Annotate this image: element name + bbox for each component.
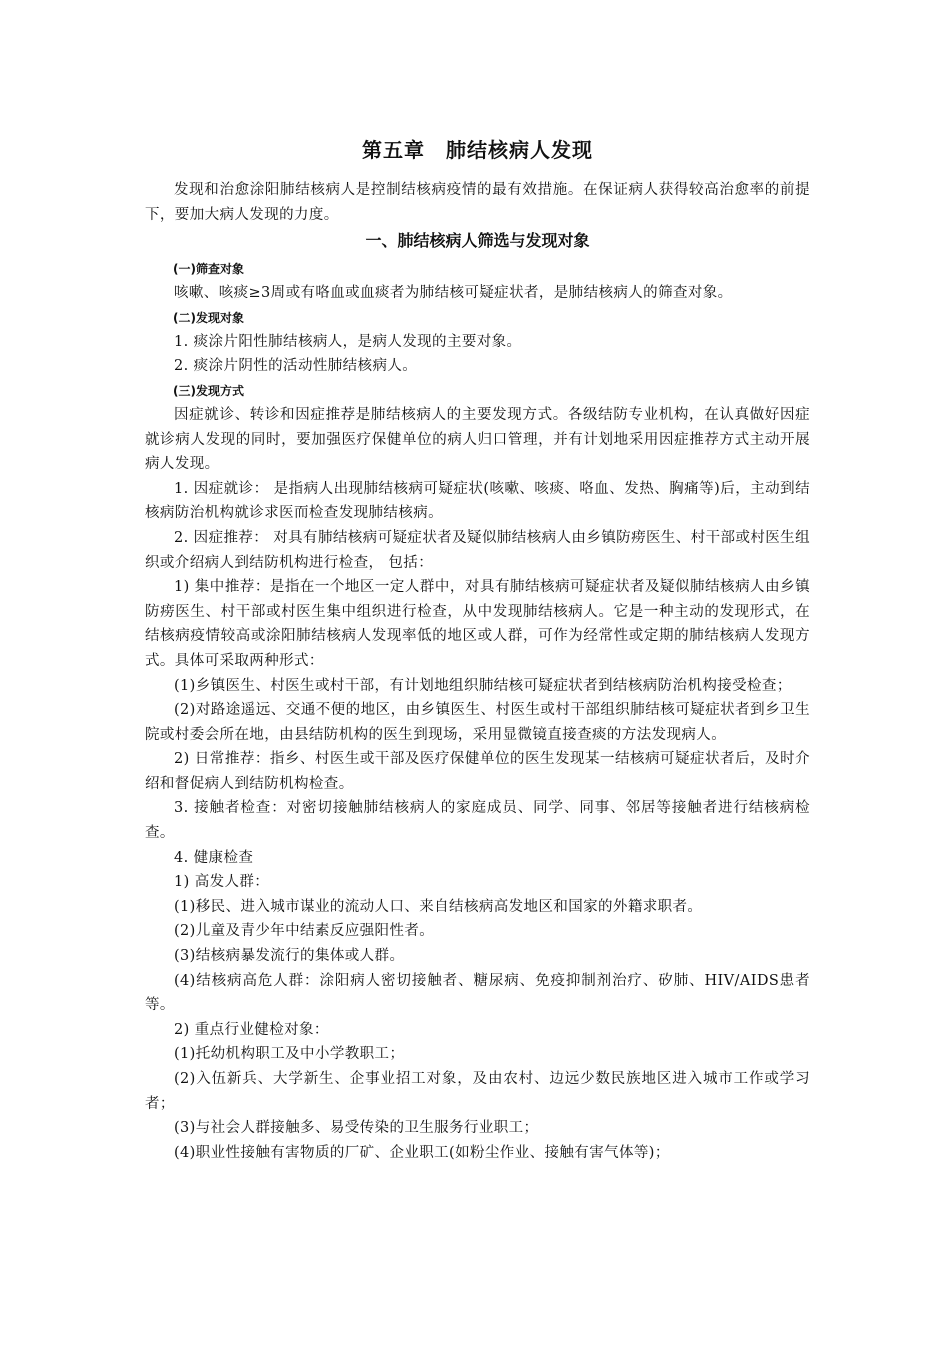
list-item: 2. 痰涂片阴性的活动性肺结核病人。 [174,358,418,375]
list-item: 2. 因症推荐： 对具有肺结核病可疑症状者及疑似肺结核病人由乡镇防痨医生、村干部或村医生组织或介绍病人到结防机构进行检查， 包括： [145,529,810,571]
list-item: 2) 日常推荐：指乡、村医生或干部及医疗保健单位的医生发现某一结核病可疑症状者后，及时介绍和督促病人到结防机构检查。 [145,751,810,792]
subheading-targets: (二)发现对象 [173,310,244,325]
list-item: (4)结核病高危人群：涂阳病人密切接触者、糖尿病、免疫抑制剂治疗、矽肺、HIV/AIDS患者等。 [145,972,810,1014]
subheading-screening: (一)筛查对象 [173,262,244,277]
paragraph: 因症就诊、转诊和因症推荐是肺结核病人的主要发现方式。各级结防专业机构，在认真做好因症就诊病人发现的同时，要加强医疗保健单位的病人归口管理，并有计划地采用因症推荐方式主动开展病人发现。 [145,406,810,473]
list-item: 1) 集中推荐：是指在一个地区一定人群中，对具有肺结核病可疑症状者及疑似肺结核病人由乡镇防痨医生、村干部或村医生集中组织进行检查，从中发现肺结核病人。它是一种主动的发现形式，在结核病疫情较高或涂阳肺结核病人发现率低的地区或人群，可作为经常性或定期的肺结核病人发现方式。具体可采取两种形式： [145,579,810,669]
list-item: 1) 高发人群： [174,874,270,891]
chapter-title: 第五章 肺结核病人发现 [362,138,593,162]
subheading-methods: (三)发现方式 [173,383,244,398]
list-item: 1. 痰涂片阳性肺结核病人，是病人发现的主要对象。 [174,333,522,350]
list-item: 1. 因症就诊： 是指病人出现肺结核病可疑症状(咳嗽、咳痰、咯血、发热、胸痛等)后，主动到结核病防治机构就诊求医而检查发现肺结核病。 [145,480,810,522]
paragraph: 咳嗽、咳痰≥3周或有咯血或血痰者为肺结核可疑症状者，是肺结核病人的筛查对象。 [174,285,733,302]
list-item: 2) 重点行业健检对象： [174,1021,329,1038]
list-item: (3)结核病暴发流行的集体或人群。 [174,948,405,965]
list-item: 3. 接触者检查：对密切接触肺结核病人的家庭成员、同学、同事、邻居等接触者进行结核病检查。 [145,800,810,842]
list-item: (4)职业性接触有害物质的厂矿、企业职工(如粉尘作业、接触有害气体等)； [174,1144,670,1161]
list-item: (2)儿童及青少年中结素反应强阳性者。 [174,923,435,940]
list-item: 4. 健康检查 [174,849,254,866]
intro-paragraph: 发现和治愈涂阳肺结核病人是控制结核病疫情的最有效措施。在保证病人获得较高治愈率的前提下，要加大病人发现的力度。 [145,182,810,223]
document-body [145,132,810,1165]
list-item: (1)移民、进入城市谋业的流动人口、来自结核病高发地区和国家的外籍求职者。 [174,898,703,915]
list-item: (3)与社会人群接触多、易受传染的卫生服务行业职工； [174,1120,539,1137]
list-item: (1)托幼机构职工及中小学教职工； [174,1046,405,1063]
list-item: (1)乡镇医生、村医生或村干部，有计划地组织肺结核可疑症状者到结核病防治机构接受检查； [174,677,792,694]
section-heading: 一、肺结核病人筛选与发现对象 [365,231,590,251]
list-item: (2)对路途遥远、交通不便的地区，由乡镇医生、村医生或村干部组织肺结核可疑症状者到乡卫生院或村委会所在地，由县结防机构的医生到现场，采用显微镜直接查痰的方法发现病人。 [145,702,810,743]
list-item: (2)入伍新兵、大学新生、企事业招工对象，及由农村、边远少数民族地区进入城市工作或学习者； [145,1071,810,1112]
